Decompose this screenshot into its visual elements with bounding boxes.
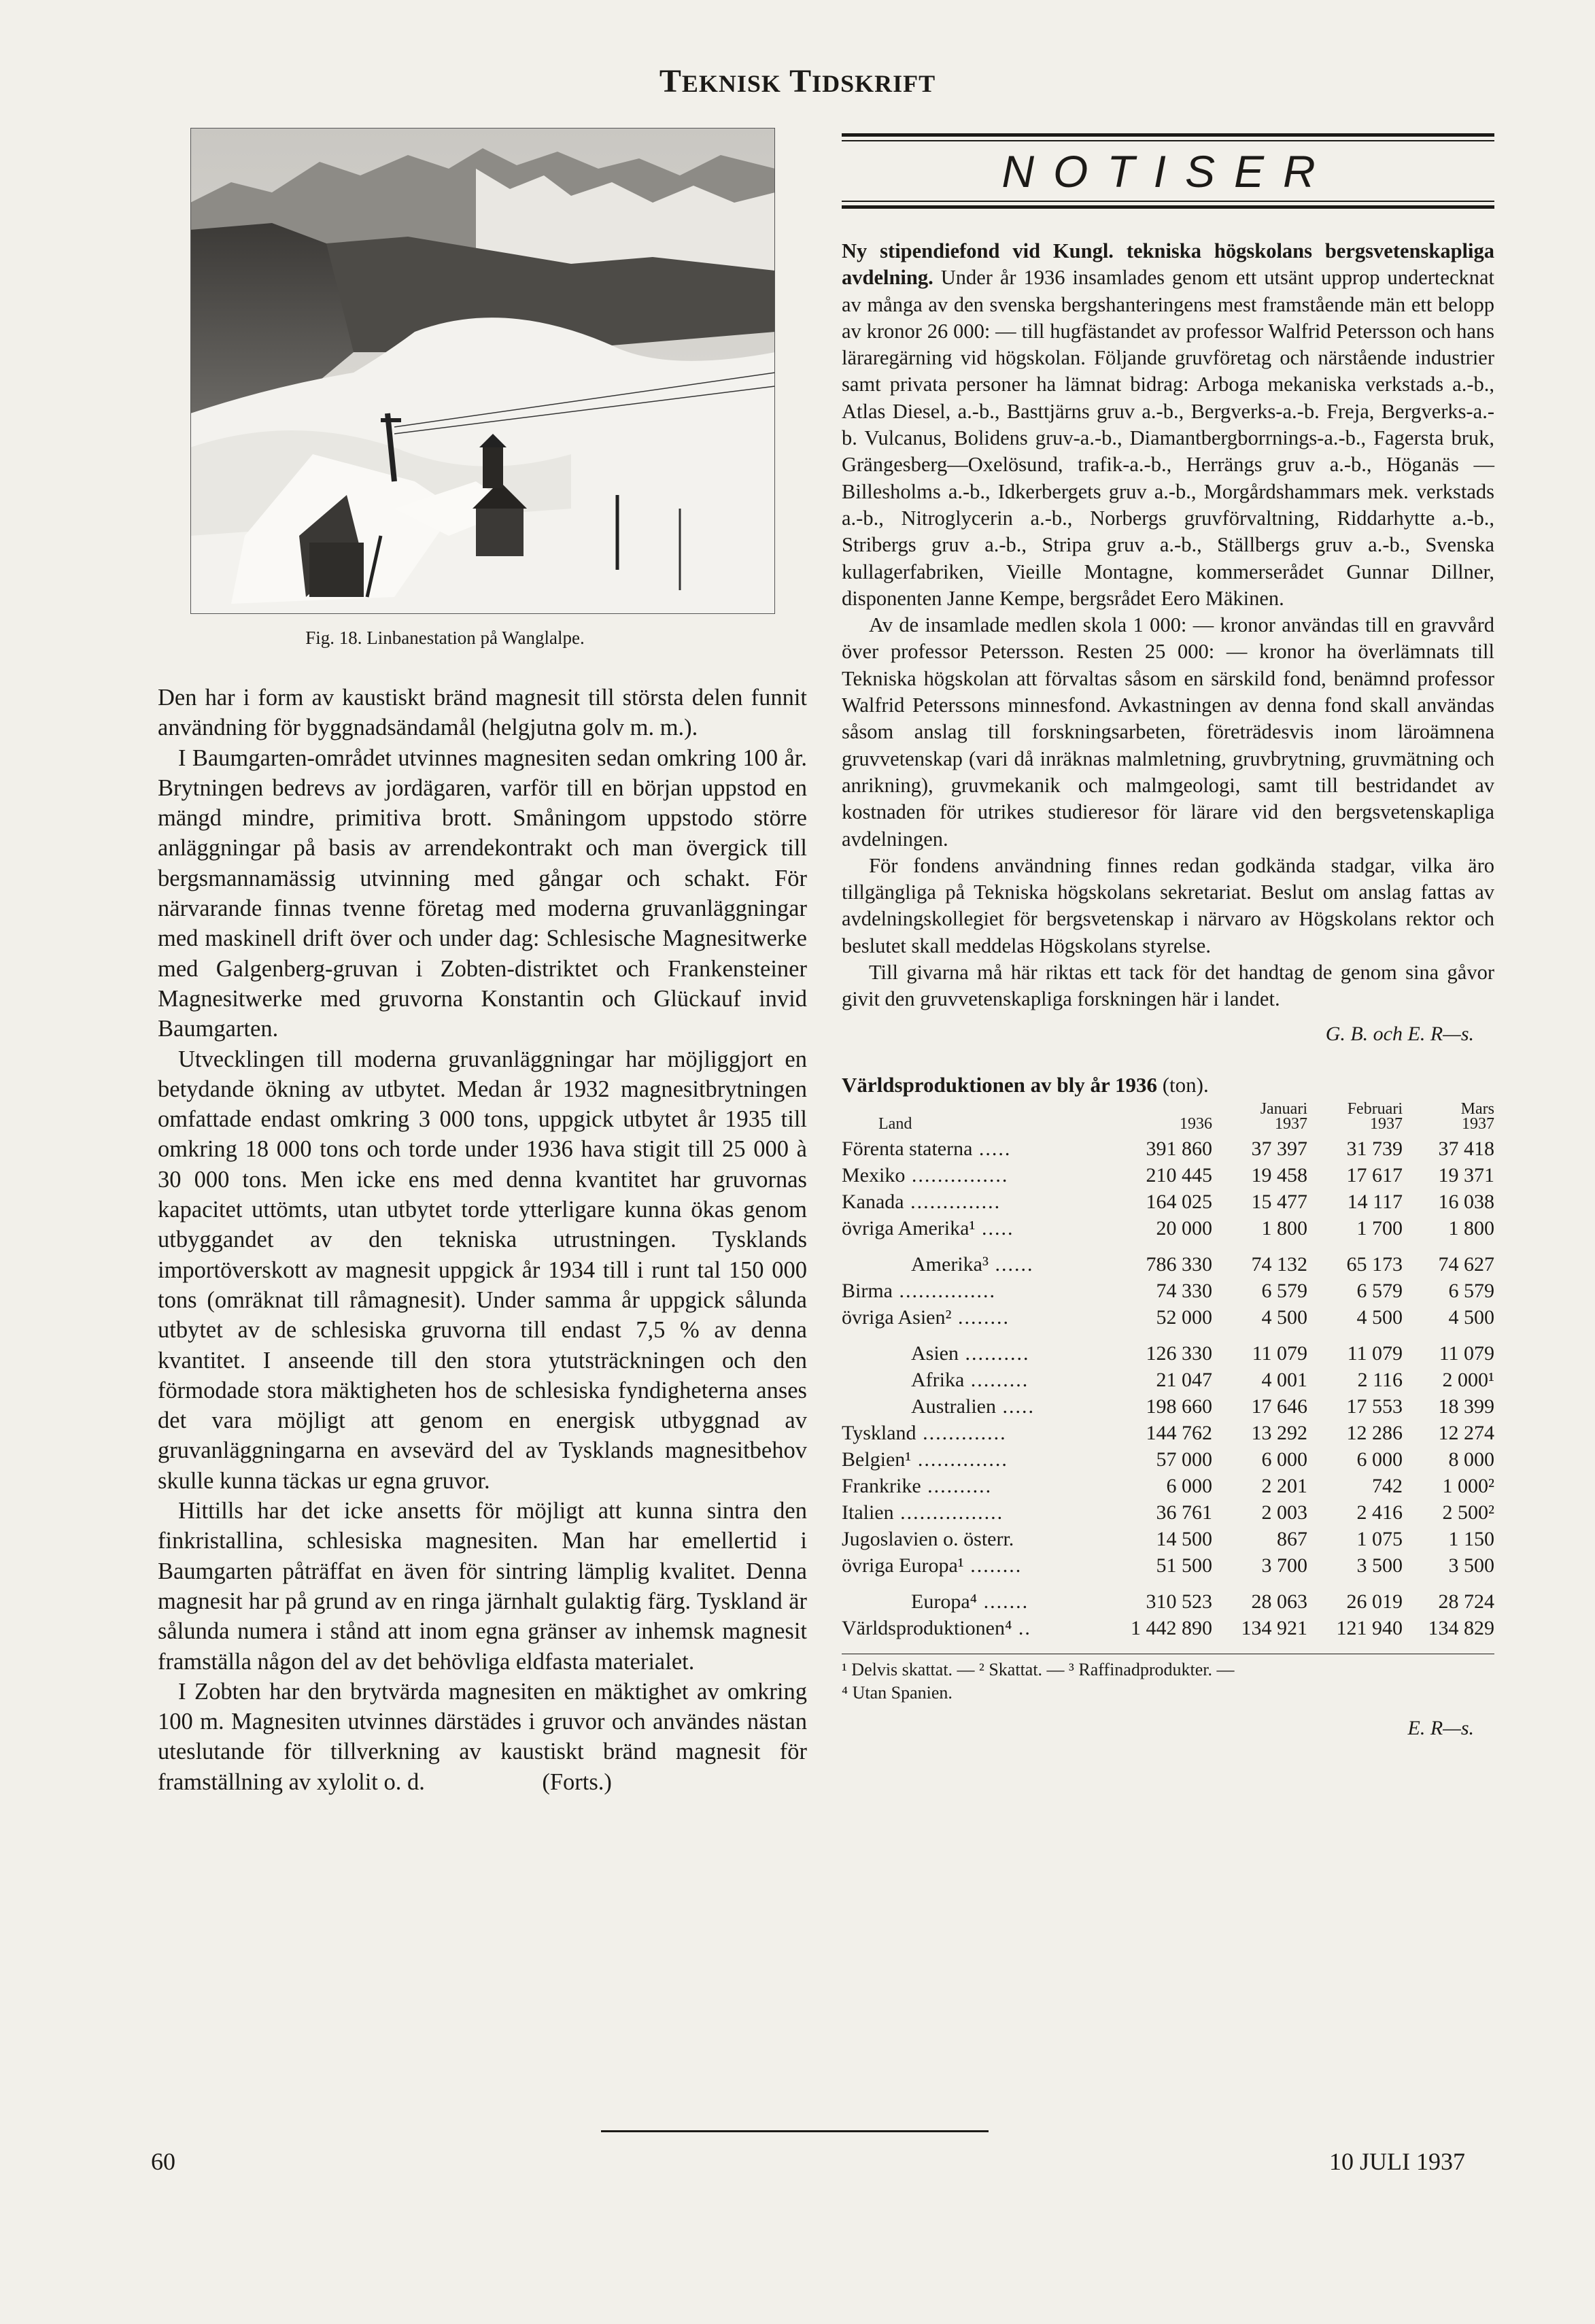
value-cell: 13 292 bbox=[1251, 1421, 1307, 1444]
value-cell: 4 500 bbox=[1356, 1305, 1403, 1329]
value-cell: 4 001 bbox=[1261, 1368, 1307, 1391]
value-cell: 164 025 bbox=[1146, 1190, 1212, 1213]
value-cell: 121 940 bbox=[1336, 1616, 1403, 1639]
table-row bbox=[842, 1331, 1494, 1367]
section-title: NOTISER bbox=[1001, 146, 1335, 196]
value-cell: 1 075 bbox=[1356, 1527, 1403, 1550]
value-cell: 37 418 bbox=[1438, 1137, 1494, 1160]
value-cell: 6 579 bbox=[1356, 1279, 1403, 1302]
value-cell: 17 646 bbox=[1251, 1395, 1307, 1418]
table-row bbox=[842, 1526, 1494, 1552]
table-row bbox=[842, 1552, 1494, 1579]
value-cell: 51 500 bbox=[1156, 1554, 1212, 1577]
table-row bbox=[842, 1579, 1494, 1615]
paragraph: I Zobten har den brytvärda magnesiten en mäktighet av omkring 100 m. Magnesiten utvinnes därstädes i gruvor och användes nästan uteslutande för tillverkning av kaustiskt bränd magnesit för framställning av xylolit o. d. (Forts.) bbox=[158, 1678, 813, 1795]
paragraph: Utvecklingen till moderna gruvanläggningar har möjliggjort en betydande ökning av utbytet. Medan år 1932 magnesitbrytningen omfattade endast omkring 3 000 tons, uppgick utbytet år 1935 till omkring 18 000 tons och torde under 1936 hava stigit till 25 000 à 30 000 tons. Men icke ens med denna kvantitet har gruvornas kapacitet uttömts, utan utbytet torde ytterligare kunna ökas genom utbyggandet av den tekniska utrustningen. Tysklands importöverskott av magnesit uppgick år 1934 till i runt tal 150 000 tons (omräknat till råmagnesit). Under samma år uppgick sålunda utbytet av de schlesiska gruvorna till endast 7,5 % av denna kvantitet. I anseende till den stora ytutsträckningen och den förmodade stora mäktigheten hos de schlesiska fyndigheterna anses det vara möjligt att genom en energisk utbyggnad av gruvanläggningarna en avsevärd del av Tysklands magnesitbehov skulle kunna täckas ur egna gruvor. bbox=[158, 1046, 807, 1494]
table-row bbox=[842, 1615, 1494, 1641]
table-row bbox=[842, 1135, 1494, 1162]
notice-paragraph: Av de insamlade medlen skola 1 000: — kronor användas till en gravvård över professor Petersson. Resten 25 000: — kronor ha överlämnats till Tekniska högskolan att förvaltas såsom en särskild fond, benämnd professor Walfrid Peterssons minnesfond. Avkastningen av denna fond skall användas såsom anslag till forskningsarbeten, företrädesvis inom läroämnena gruvvetenskap (vari då inräknas malmletning, gruvbrytning, gruvmätning och anrikning), gruvmekanik och malmgeologi, samt till bestridandet av kostnaden för utrikes studieresor för lärare vid den bergsvetenskapliga avdelningen. bbox=[842, 613, 1494, 851]
table-title bbox=[842, 1073, 1494, 1097]
value-cell: 2 201 bbox=[1261, 1474, 1307, 1497]
value-cell: 3 500 bbox=[1448, 1554, 1494, 1577]
value-cell: 6 000 bbox=[1261, 1448, 1307, 1471]
country-cell: Italien ................ bbox=[842, 1501, 1004, 1524]
table-title-bold: Världsproduktionen av bly år 1936 bbox=[842, 1072, 1157, 1097]
footnote-line: ⁴ Utan Spanien. bbox=[842, 1682, 953, 1703]
table-row bbox=[842, 1446, 1494, 1473]
country-cell: Belgien¹ .............. bbox=[842, 1448, 1008, 1471]
value-cell: 786 330 bbox=[1146, 1252, 1212, 1276]
value-cell: 18 399 bbox=[1438, 1395, 1494, 1418]
value-cell: 65 173 bbox=[1346, 1252, 1403, 1276]
value-cell: 57 000 bbox=[1156, 1448, 1212, 1471]
notiser-header bbox=[842, 128, 1494, 230]
value-cell: 4 500 bbox=[1261, 1305, 1307, 1329]
paragraph: Den har i form av kaustiskt bränd magnesit till största delen funnit användning för byggnadsändamål (helgjutna golv m. m.). bbox=[158, 685, 807, 741]
masthead-cap-2: T bbox=[789, 63, 812, 99]
footer-rule bbox=[601, 2130, 989, 2132]
issue-date: 10 JULI 1937 bbox=[1329, 2148, 1465, 2175]
country-cell: Europa⁴ ....... bbox=[911, 1590, 1029, 1613]
value-cell: 198 660 bbox=[1146, 1395, 1212, 1418]
country-cell: Jugoslavien o. österr. bbox=[842, 1527, 1014, 1550]
masthead bbox=[0, 63, 1595, 100]
header-rule-top bbox=[842, 133, 1494, 137]
table-signature: E. R—s. bbox=[1407, 1716, 1474, 1739]
notiser-body bbox=[842, 238, 1494, 1013]
value-cell: 17 553 bbox=[1346, 1395, 1403, 1418]
paragraph: Hittills har det icke ansetts för möjligt att kunna sintra den finkristallina, schlesiska magnesiten. Man har emellertid i Baumgarten påträffat en även för sintring lämplig kvalitet. Denna magnesit har på grund av en ringa järnhalt gulaktig färg. Tyskland är sålunda numera i stånd att inom egna gränser av inhemsk magnesit framställa någon del av det behövliga eldfasta materialet. bbox=[158, 1498, 807, 1675]
value-cell: 3 500 bbox=[1356, 1554, 1403, 1577]
value-cell: 15 477 bbox=[1251, 1190, 1307, 1213]
value-cell: 6 579 bbox=[1448, 1279, 1494, 1302]
notice-text: Under år 1936 insamlades genom ett utsänt upprop undertecknat av många av den svenska bergshanteringens mest framstående män ett belopp av kronor 26 000: — till hugfästandet av professor Walfrid Petersson och hans läraregärning vid högskolan. Följande gruvföretag och närstående industrier samt privata personer ha lämnat bidrag: Arboga mekaniska verkstads a.-b., Atlas Diesel, a.-b., Basttjärns gruv a.-b., Bergverks-a.-b. Freja, Bergverks-a.-b. Vulcanus, Bolidens gruv-a.-b., Diamantbergborrnings-a.-b., Fagersta bruk, Grängesberg—Oxelösund, trafik-a.-b., Herrängs gruv a.-b., Höganäs —Billesholms a.-b., Idkerbergets gruv a.-b., Morgårdshammars mek. verkstads a.-b., Nitroglycerin a.-b., Norbergs gruvförvaltning, Riddarhytte a.-b., Stribergs gruv a.-b., Stripa gruv a.-b., Ställbergs gruv a.-b., Svenska kullagerfabriken, Vieille Montagne, kommerserådet Gunnar Dillner, disponenten Janne Kempe, bergsrådet Eero Mäkinen. bbox=[842, 266, 1494, 610]
value-cell: 28 724 bbox=[1438, 1590, 1494, 1613]
country-cell: Asien .......... bbox=[911, 1342, 1030, 1365]
value-cell: 6 000 bbox=[1356, 1448, 1403, 1471]
right-column bbox=[842, 128, 1494, 1767]
value-cell: 2 000¹ bbox=[1442, 1368, 1494, 1391]
table-row bbox=[842, 1367, 1494, 1393]
value-cell: 1 700 bbox=[1356, 1216, 1403, 1240]
value-cell: 1 800 bbox=[1261, 1216, 1307, 1240]
notice-paragraph bbox=[842, 238, 1494, 612]
value-cell: 14 500 bbox=[1156, 1527, 1212, 1550]
table-row bbox=[842, 1215, 1494, 1242]
value-cell: 37 397 bbox=[1251, 1137, 1307, 1160]
value-cell: 74 330 bbox=[1156, 1279, 1212, 1302]
country-cell: övriga Europa¹ ........ bbox=[842, 1554, 1023, 1577]
value-cell: 310 523 bbox=[1146, 1590, 1212, 1613]
column-header-march: Mars 1937 bbox=[1460, 1099, 1494, 1133]
header-rule-bottom bbox=[842, 205, 1494, 209]
country-cell: Kanada .............. bbox=[842, 1190, 1001, 1213]
column-header-february: Februari 1937 bbox=[1347, 1099, 1403, 1133]
column-header-1936: 1936 bbox=[1180, 1114, 1212, 1133]
value-cell: 144 762 bbox=[1146, 1421, 1212, 1444]
value-cell: 391 860 bbox=[1146, 1137, 1212, 1160]
table-row bbox=[842, 1278, 1494, 1304]
country-cell: Tyskland ............. bbox=[842, 1421, 1007, 1444]
value-cell: 21 047 bbox=[1156, 1368, 1212, 1391]
column-header-january: Januari 1937 bbox=[1260, 1099, 1307, 1133]
table-row bbox=[842, 1473, 1494, 1499]
value-cell: 26 019 bbox=[1346, 1590, 1403, 1613]
value-cell: 1 800 bbox=[1448, 1216, 1494, 1240]
value-cell: 1 000² bbox=[1442, 1474, 1494, 1497]
value-cell: 12 274 bbox=[1438, 1421, 1494, 1444]
value-cell: 19 458 bbox=[1251, 1163, 1307, 1186]
table-row bbox=[842, 1420, 1494, 1446]
value-cell: 20 000 bbox=[1156, 1216, 1212, 1240]
value-cell: 210 445 bbox=[1146, 1163, 1212, 1186]
value-cell: 1 150 bbox=[1448, 1527, 1494, 1550]
value-cell: 2 500² bbox=[1442, 1501, 1494, 1524]
column-header-land: Land bbox=[878, 1114, 912, 1133]
value-cell: 12 286 bbox=[1346, 1421, 1403, 1444]
paragraph: I Baumgarten-området utvinnes magnesiten sedan omkring 100 år. Brytningen bedrevs av jordägaren, varför till en början uppstod en mängd mindre, primitiva brott. Småningom uppstodo större anläggningar på basis av arrendekontrakt och man övergick till bergsmannamässig utvinning med gångar och schakt. För närvarande finnas tvenne företag med moderna gruvanläggningar med maskinell drift över och under dag: Schlesische Magnesitwerke med Galgenberg-gruvan i Zobten-distriktet och Frankensteiner Magnesitwerke med gruvorna Konstantin och Glückauf invid Baumgarten. bbox=[158, 745, 807, 1042]
value-cell: 742 bbox=[1372, 1474, 1403, 1497]
footnote-line: ¹ Delvis skattat. — ² Skattat. — ³ Raffinadprodukter. — bbox=[842, 1659, 1235, 1679]
notice-signature: G. B. och E. R—s. bbox=[1325, 1022, 1474, 1045]
value-cell: 52 000 bbox=[1156, 1305, 1212, 1329]
value-cell: 28 063 bbox=[1251, 1590, 1307, 1613]
value-cell: 8 000 bbox=[1448, 1448, 1494, 1471]
lead-production-table bbox=[842, 1101, 1494, 1641]
table-footnotes bbox=[842, 1654, 1494, 1705]
country-cell: Afrika ......... bbox=[911, 1368, 1029, 1391]
value-cell: 3 700 bbox=[1261, 1554, 1307, 1577]
value-cell: 2 003 bbox=[1261, 1501, 1307, 1524]
value-cell: 14 117 bbox=[1347, 1190, 1403, 1213]
value-cell: 31 739 bbox=[1346, 1137, 1403, 1160]
country-cell: Världsproduktionen⁴ .. bbox=[842, 1616, 1031, 1639]
value-cell: 1 442 890 bbox=[1131, 1616, 1212, 1639]
header-rule-bottom-thin bbox=[842, 201, 1494, 202]
table-header-row bbox=[842, 1101, 1494, 1135]
table-row bbox=[842, 1242, 1494, 1278]
page-number: 60 bbox=[151, 2148, 175, 2175]
value-cell: 6 000 bbox=[1166, 1474, 1212, 1497]
masthead-cap-1: T bbox=[659, 63, 682, 99]
notice-heading: Ny stipendiefond vid Kungl. tekniska högskolans bergsvetenskapliga avdelning. bbox=[842, 239, 1494, 290]
country-cell: Birma ............... bbox=[842, 1279, 996, 1302]
value-cell: 16 038 bbox=[1438, 1190, 1494, 1213]
cableway-station-photo bbox=[190, 128, 775, 614]
country-cell: Mexiko ............... bbox=[842, 1163, 1009, 1186]
table-row bbox=[842, 1393, 1494, 1420]
table-title-unit: (ton). bbox=[1156, 1072, 1209, 1097]
value-cell: 6 579 bbox=[1261, 1279, 1307, 1302]
value-cell: 2 416 bbox=[1356, 1501, 1403, 1524]
table-row bbox=[842, 1189, 1494, 1215]
country-cell: övriga Amerika¹ ..... bbox=[842, 1216, 1014, 1240]
masthead-word-1: EKNISK bbox=[681, 70, 781, 97]
value-cell: 11 079 bbox=[1252, 1342, 1307, 1365]
value-cell: 134 829 bbox=[1428, 1616, 1494, 1639]
country-cell: övriga Asien² ........ bbox=[842, 1305, 1010, 1329]
value-cell: 36 761 bbox=[1156, 1501, 1212, 1524]
value-cell: 11 079 bbox=[1347, 1342, 1403, 1365]
country-cell: Förenta staterna ..... bbox=[842, 1137, 1012, 1160]
table-row bbox=[842, 1499, 1494, 1526]
value-cell: 867 bbox=[1277, 1527, 1307, 1550]
value-cell: 19 371 bbox=[1438, 1163, 1494, 1186]
header-rule-top-thin bbox=[842, 140, 1494, 141]
value-cell: 17 617 bbox=[1346, 1163, 1403, 1186]
value-cell: 11 079 bbox=[1439, 1342, 1494, 1365]
value-cell: 4 500 bbox=[1448, 1305, 1494, 1329]
value-cell: 74 627 bbox=[1438, 1252, 1494, 1276]
value-cell: 134 921 bbox=[1241, 1616, 1307, 1639]
table-row bbox=[842, 1304, 1494, 1331]
notice-paragraph: För fondens användning finnes redan godkända stadgar, vilka äro tillgängliga på Tekniska högskolans sekretariat. Beslut om anslag fattas av avdelningskollegiet för bergsvetenskap i närvaro av Högskolans rektor och beslutet skall meddelas Högskolans styrelse. bbox=[842, 853, 1494, 957]
value-cell: 126 330 bbox=[1146, 1342, 1212, 1365]
left-column bbox=[158, 128, 813, 1797]
country-cell: Australien ..... bbox=[911, 1395, 1035, 1418]
value-cell: 2 116 bbox=[1357, 1368, 1403, 1391]
table-row bbox=[842, 1162, 1494, 1189]
value-cell: 74 132 bbox=[1251, 1252, 1307, 1276]
left-article-body bbox=[158, 683, 813, 1797]
country-cell: Amerika³ ...... bbox=[911, 1252, 1034, 1276]
masthead-word-2: IDSKRIFT bbox=[812, 70, 936, 97]
notice-paragraph: Till givarna må här riktas ett tack för det handtag de genom sina gåvor givit den gruvvetenskapliga forskningen här i landet. bbox=[842, 961, 1494, 1011]
figure-caption: Fig. 18. Linbanestation på Wanglalpe. bbox=[305, 628, 585, 648]
country-cell: Frankrike .......... bbox=[842, 1474, 993, 1497]
